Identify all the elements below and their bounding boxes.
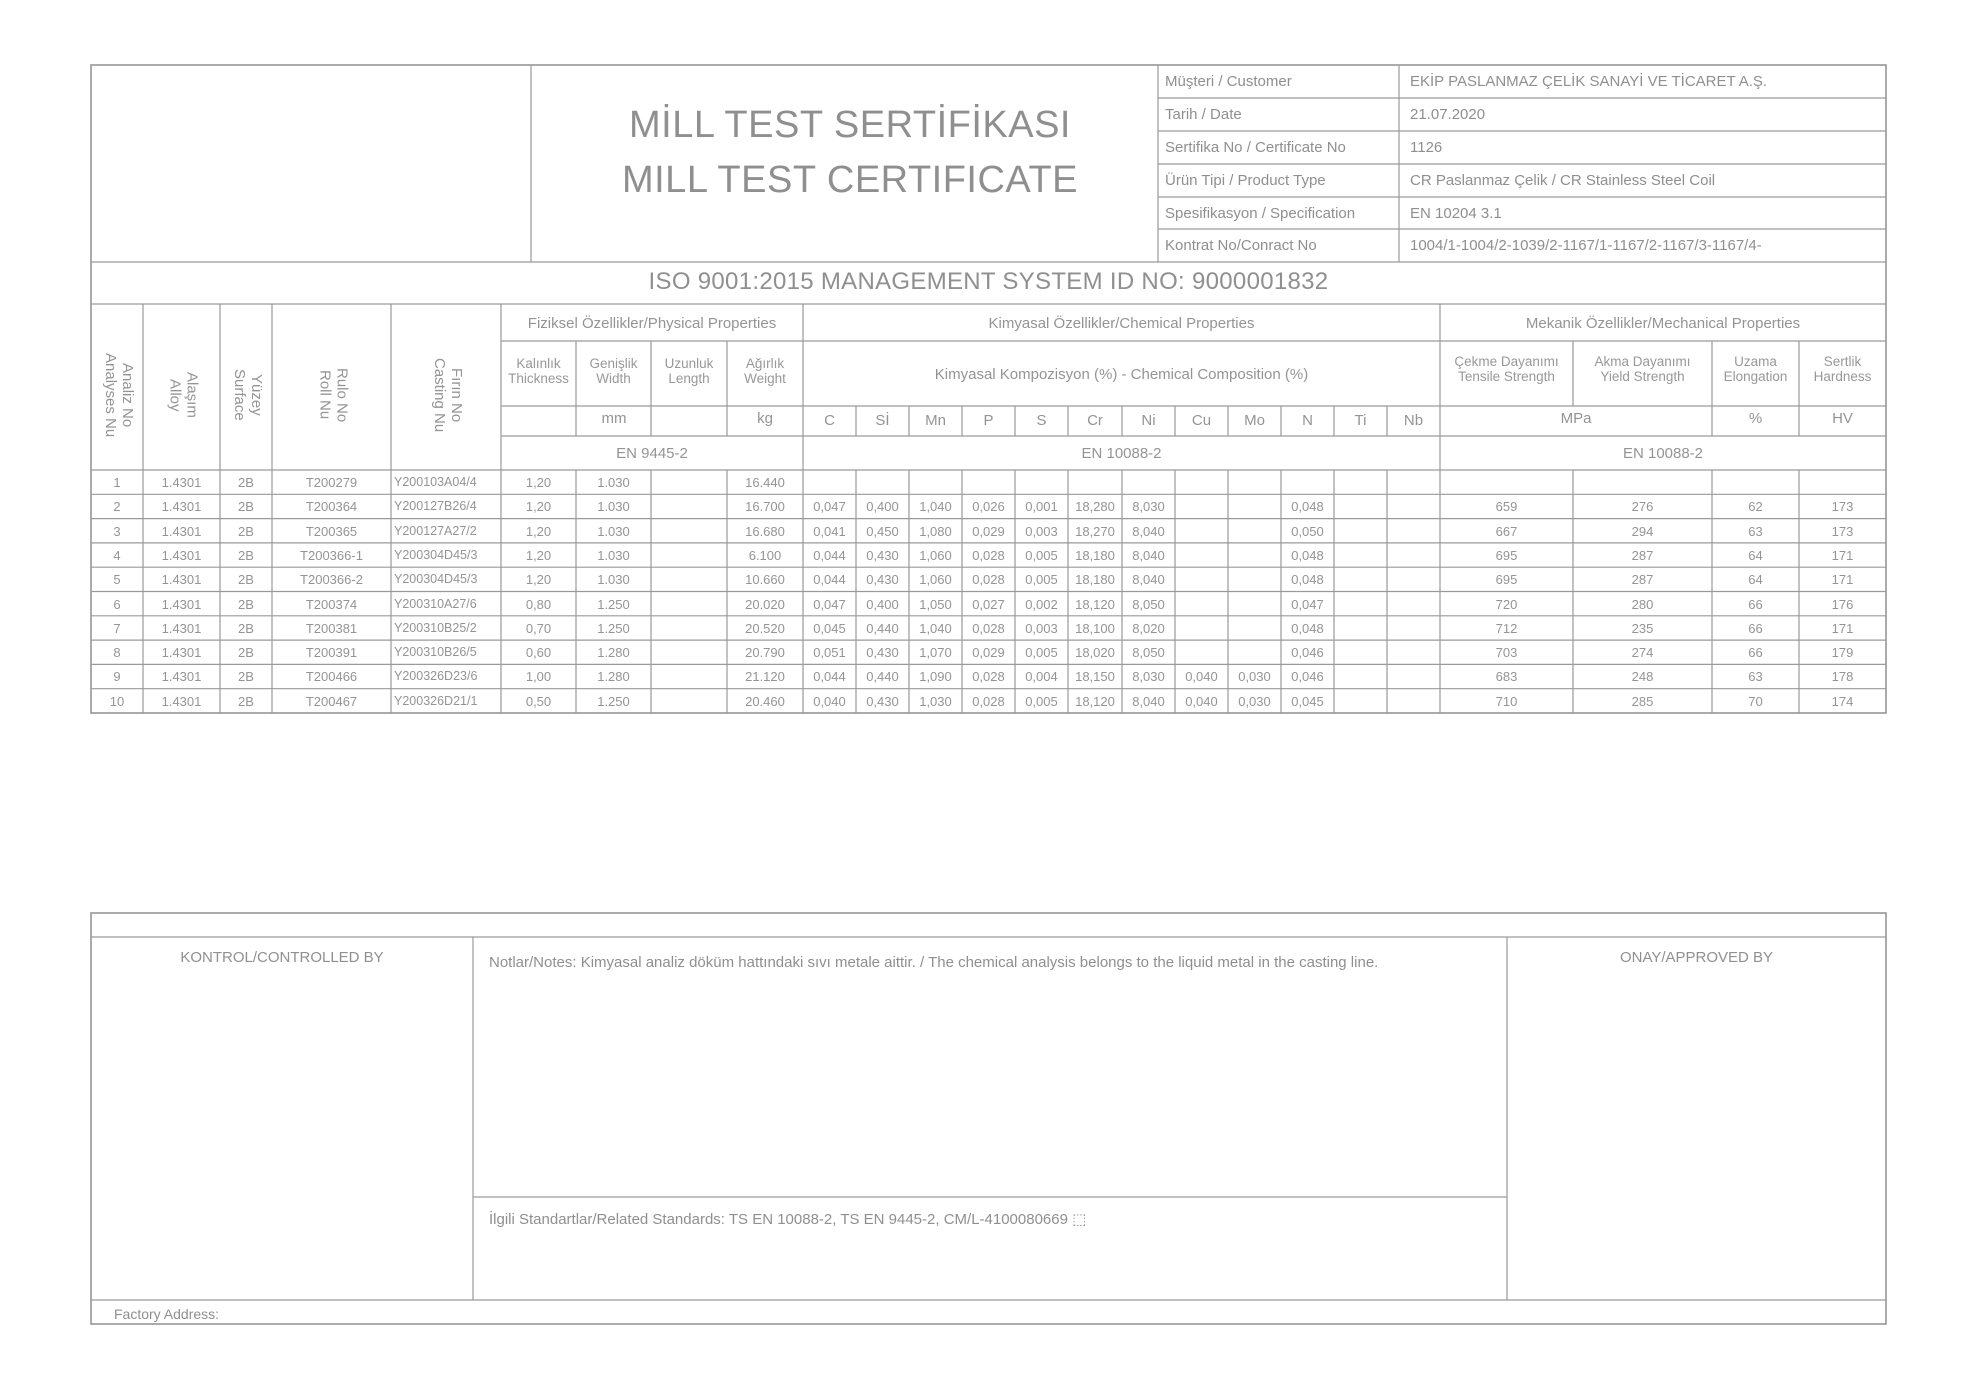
cell-elongation: 66	[1748, 620, 1763, 636]
cell-cr: 18,280	[1075, 499, 1115, 515]
cell-weight: 16.700	[745, 499, 785, 515]
cell-analysis-no: 2	[113, 499, 121, 515]
cell-hardness: 173	[1831, 523, 1854, 539]
unit-hv: HV	[1832, 410, 1853, 427]
cell-width: 1.250	[597, 693, 630, 709]
cell-yield: 276	[1631, 499, 1654, 515]
cell-si: 0,400	[866, 596, 899, 612]
cell-elongation: 70	[1748, 693, 1763, 709]
chemical-composition-header: Kimyasal Kompozisyon (%) - Chemical Composition (%)	[934, 366, 1309, 383]
cell-casting-no: Y200310B25/2	[394, 620, 477, 635]
cell-ni: 8,040	[1132, 523, 1165, 539]
cell-elongation: 62	[1748, 499, 1763, 515]
cell-casting-no: Y200310A27/6	[394, 596, 477, 611]
cell-alloy: 1.4301	[161, 693, 202, 709]
cell-yield: 285	[1631, 693, 1654, 709]
cell-width: 1.030	[597, 499, 630, 515]
cell-s: 0,005	[1025, 547, 1058, 563]
cell-mn: 1,070	[919, 645, 952, 661]
cell-roll-no: T200366-2	[300, 572, 363, 588]
cell-n: 0,048	[1291, 572, 1324, 588]
cell-c: 0,040	[813, 693, 846, 709]
thickness-header: Kalınlık Thickness	[508, 356, 569, 386]
cell-surface: 2B	[238, 693, 254, 709]
info-value-4: EN 10204 3.1	[1410, 205, 1502, 222]
cell-p: 0,028	[972, 620, 1005, 636]
cell-si: 0,430	[866, 572, 899, 588]
group-chemical-header: Kimyasal Özellikler/Chemical Properties	[988, 315, 1255, 332]
element-header-0: C	[824, 412, 835, 429]
cell-cr: 18,120	[1075, 693, 1115, 709]
cell-elongation: 63	[1748, 523, 1763, 539]
cell-ni: 8,030	[1132, 669, 1165, 685]
cell-c: 0,044	[813, 547, 846, 563]
cell-roll-no: T200279	[305, 475, 358, 490]
cell-thickness: 1,00	[525, 669, 552, 685]
cell-hardness: 178	[1831, 669, 1854, 685]
cell-surface: 2B	[238, 572, 254, 588]
cell-hardness: 174	[1831, 693, 1854, 709]
cell-thickness: 1,20	[525, 499, 552, 515]
cell-hardness: 179	[1831, 645, 1854, 661]
related-standards-text: İlgili Standartlar/Related Standards: TS EN 10088-2, TS EN 9445-2, CM/L-4100080669 ⬚	[489, 1211, 1087, 1228]
cell-mn: 1,090	[919, 669, 952, 685]
info-label-3: Ürün Tipi / Product Type	[1165, 172, 1326, 189]
cell-p: 0,028	[972, 547, 1005, 563]
cell-mo: 0,030	[1238, 693, 1271, 709]
cell-analysis-no: 6	[113, 596, 121, 612]
unit-percent: %	[1748, 410, 1763, 427]
cell-surface: 2B	[238, 620, 254, 636]
tensile-strength-header: Çekme Dayanımı Tensile Strength	[1454, 354, 1559, 384]
cell-elongation: 66	[1748, 645, 1763, 661]
info-value-2: 1126	[1410, 139, 1443, 156]
cell-alloy: 1.4301	[161, 547, 202, 563]
cell-cr: 18,100	[1075, 620, 1115, 636]
cell-thickness: 0,60	[525, 645, 552, 661]
cell-tensile: 667	[1495, 523, 1518, 539]
cell-casting-no: Y200127A27/2	[394, 523, 477, 538]
cell-alloy: 1.4301	[161, 596, 202, 612]
cell-weight: 20.790	[745, 645, 785, 661]
cell-mo: 0,030	[1238, 669, 1271, 685]
cell-cr: 18,180	[1075, 547, 1115, 563]
title-english: MILL TEST CERTIFICATE	[621, 159, 1079, 201]
cell-ni: 8,020	[1132, 620, 1165, 636]
cell-width: 1.280	[597, 669, 630, 685]
cell-n: 0,048	[1291, 547, 1324, 563]
cell-casting-no: Y200326D21/1	[394, 693, 478, 708]
notes-text: Notlar/Notes: Kimyasal analiz döküm hattındaki sıvı metale aittir. / The chemical analysis belongs to the liquid metal in the casting line.	[489, 954, 1379, 971]
unit-mpa: MPa	[1560, 410, 1592, 427]
cell-casting-no: Y200310B26/5	[394, 645, 477, 660]
weight-header: Ağırlık Weight	[744, 356, 786, 386]
yield-strength-header: Akma Dayanımı Yield Strength	[1594, 354, 1691, 384]
width-header: Genişlik Width	[589, 356, 638, 386]
cell-tensile: 659	[1495, 499, 1518, 515]
cell-weight: 20.020	[745, 596, 785, 612]
cell-surface: 2B	[238, 547, 254, 563]
roll-no-header: Rulo No Roll Nu	[316, 367, 351, 423]
cell-elongation: 64	[1748, 547, 1763, 563]
cell-roll-no: T200365	[305, 523, 358, 539]
casting-no-header: Fırın No Casting Nu	[430, 357, 465, 433]
hardness-header: Sertlik Hardness	[1813, 354, 1872, 384]
info-label-4: Spesifikasyon / Specification	[1165, 205, 1356, 222]
cell-roll-no: T200374	[305, 596, 358, 612]
cell-width: 1.030	[597, 547, 630, 563]
cell-yield: 287	[1631, 547, 1654, 563]
cell-analysis-no: 8	[113, 645, 121, 661]
cell-alloy: 1.4301	[161, 523, 202, 539]
cell-yield: 235	[1631, 620, 1654, 636]
cell-si: 0,450	[866, 523, 899, 539]
cell-analysis-no: 7	[113, 620, 121, 636]
cell-p: 0,026	[972, 499, 1005, 515]
cell-si: 0,440	[866, 669, 899, 685]
cell-c: 0,041	[813, 523, 846, 539]
cell-hardness: 173	[1831, 499, 1854, 515]
logo-area	[91, 65, 531, 260]
cell-surface: 2B	[238, 645, 254, 661]
cell-analysis-no: 9	[113, 669, 121, 685]
cell-s: 0,003	[1025, 620, 1058, 636]
element-header-2: Mn	[925, 412, 946, 429]
unit-mm: mm	[601, 410, 627, 427]
cell-alloy: 1.4301	[161, 499, 202, 515]
info-value-3: CR Paslanmaz Çelik / CR Stainless Steel Coil	[1410, 172, 1716, 189]
cell-width: 1.030	[597, 523, 630, 539]
cell-weight: 6.100	[748, 547, 782, 563]
element-header-7: Cu	[1191, 412, 1212, 429]
cell-casting-no: Y200304D45/3	[394, 572, 478, 587]
cell-ni: 8,050	[1132, 645, 1165, 661]
cell-thickness: 0,50	[525, 693, 552, 709]
info-value-0: EKİP PASLANMAZ ÇELİK SANAYİ VE TİCARET A.Ş.	[1410, 73, 1768, 90]
element-header-3: P	[983, 412, 994, 429]
cell-roll-no: T200466	[305, 669, 358, 685]
cell-n: 0,048	[1291, 499, 1324, 515]
cell-mn: 1,060	[919, 547, 952, 563]
cell-width: 1.250	[597, 596, 630, 612]
cell-roll-no: T200364	[305, 499, 358, 515]
cell-mn: 1,080	[919, 523, 952, 539]
cell-analysis-no: 3	[113, 523, 121, 539]
cell-weight: 20.520	[745, 620, 785, 636]
cell-width: 1.030	[597, 475, 630, 490]
cell-si: 0,400	[866, 499, 899, 515]
cell-yield: 274	[1631, 645, 1654, 661]
element-header-5: Cr	[1087, 412, 1103, 429]
standard-mechanical: EN 10088-2	[1622, 445, 1704, 462]
info-label-5: Kontrat No/Conract No	[1165, 237, 1317, 254]
cell-yield: 280	[1631, 596, 1654, 612]
cell-elongation: 63	[1748, 669, 1763, 685]
cell-ni: 8,050	[1132, 596, 1165, 612]
info-label-2: Sertifika No / Certificate No	[1165, 139, 1346, 156]
title-turkish: MİLL TEST SERTİFİKASI	[628, 104, 1071, 146]
cell-si: 0,430	[866, 547, 899, 563]
group-physical-header: Fiziksel Özellikler/Physical Properties	[527, 315, 777, 332]
cell-width: 1.250	[597, 620, 630, 636]
cell-weight: 20.460	[745, 693, 785, 709]
cell-tensile: 712	[1495, 620, 1518, 636]
cell-yield: 248	[1631, 669, 1654, 685]
cell-s: 0,004	[1025, 669, 1058, 685]
controlled-by-label: KONTROL/CONTROLLED BY	[180, 949, 384, 966]
cell-tensile: 710	[1495, 693, 1518, 709]
cell-analysis-no: 4	[113, 547, 121, 563]
cell-s: 0,003	[1025, 523, 1058, 539]
cell-c: 0,047	[813, 499, 846, 515]
element-header-1: Sİ	[875, 412, 890, 429]
cell-p: 0,027	[972, 596, 1005, 612]
unit-kg: kg	[757, 410, 773, 427]
element-header-10: Ti	[1354, 412, 1367, 429]
cell-cu: 0,040	[1185, 669, 1218, 685]
cell-surface: 2B	[238, 499, 254, 515]
cell-tensile: 720	[1495, 596, 1518, 612]
cell-roll-no: T200381	[305, 620, 358, 636]
cell-c: 0,044	[813, 669, 846, 685]
info-value-1: 21.07.2020	[1410, 106, 1486, 123]
cell-n: 0,046	[1291, 669, 1324, 685]
cell-s: 0,002	[1025, 596, 1058, 612]
analysis-no-header: Analiz No Analyses Nu	[101, 352, 136, 438]
cell-alloy: 1.4301	[161, 572, 202, 588]
cell-thickness: 0,70	[525, 620, 552, 636]
cell-elongation: 64	[1748, 572, 1763, 588]
cell-casting-no: Y200127B26/4	[394, 499, 477, 514]
cell-mn: 1,060	[919, 572, 952, 588]
cell-cr: 18,120	[1075, 596, 1115, 612]
cell-s: 0,005	[1025, 572, 1058, 588]
cell-c: 0,051	[813, 645, 846, 661]
cell-weight: 16.440	[745, 475, 785, 490]
cell-thickness: 1,20	[525, 572, 552, 588]
element-header-11: Nb	[1403, 412, 1424, 429]
cell-surface: 2B	[238, 596, 254, 612]
cell-thickness: 1,20	[525, 475, 552, 490]
cell-si: 0,430	[866, 645, 899, 661]
cell-n: 0,046	[1291, 645, 1324, 661]
length-header: Uzunluk Length	[664, 356, 714, 386]
cell-ni: 8,040	[1132, 693, 1165, 709]
cell-thickness: 1,20	[525, 523, 552, 539]
cell-width: 1.030	[597, 572, 630, 588]
cell-hardness: 176	[1831, 596, 1854, 612]
cell-tensile: 703	[1495, 645, 1518, 661]
cell-n: 0,050	[1291, 523, 1324, 539]
cell-cr: 18,020	[1075, 645, 1115, 661]
cell-si: 0,440	[866, 620, 899, 636]
standard-chemical: EN 10088-2	[1081, 445, 1162, 462]
cell-c: 0,044	[813, 572, 846, 588]
cell-cu: 0,040	[1185, 693, 1218, 709]
factory-address-label: Factory Address:	[114, 1306, 220, 1322]
cell-p: 0,028	[972, 669, 1005, 685]
elongation-header: Uzama Elongation	[1723, 354, 1788, 384]
cell-alloy: 1.4301	[161, 620, 202, 636]
cell-tensile: 695	[1495, 572, 1518, 588]
cell-n: 0,045	[1291, 693, 1324, 709]
cell-thickness: 1,20	[525, 547, 552, 563]
group-mechanical-header: Mekanik Özellikler/Mechanical Properties	[1525, 315, 1801, 332]
cell-alloy: 1.4301	[161, 669, 202, 685]
cell-weight: 10.660	[745, 572, 785, 588]
cell-n: 0,047	[1291, 596, 1324, 612]
cell-hardness: 171	[1831, 572, 1854, 588]
cell-roll-no: T200391	[305, 645, 358, 661]
cell-alloy: 1.4301	[161, 645, 202, 661]
info-label-0: Müşteri / Customer	[1165, 73, 1292, 90]
cell-roll-no: T200366-1	[300, 547, 363, 563]
cell-s: 0,005	[1025, 693, 1058, 709]
cell-mn: 1,030	[919, 693, 952, 709]
cell-p: 0,028	[972, 693, 1005, 709]
cell-s: 0,005	[1025, 645, 1058, 661]
cell-yield: 287	[1631, 572, 1654, 588]
cell-ni: 8,040	[1132, 547, 1165, 563]
cell-thickness: 0,80	[525, 596, 552, 612]
element-header-8: Mo	[1244, 412, 1265, 429]
element-header-6: Ni	[1141, 412, 1156, 429]
cell-mn: 1,050	[919, 596, 952, 612]
cell-ni: 8,040	[1132, 572, 1165, 588]
cell-hardness: 171	[1831, 547, 1854, 563]
cell-surface: 2B	[238, 475, 254, 490]
surface-header: Yüzey Surface	[230, 369, 265, 421]
info-value-5: 1004/1-1004/2-1039/2-1167/1-1167/2-1167/3-1167/4-	[1410, 237, 1762, 254]
standard-physical: EN 9445-2	[616, 445, 688, 462]
cell-weight: 16.680	[745, 523, 785, 539]
cell-cr: 18,150	[1075, 669, 1115, 685]
cell-surface: 2B	[238, 669, 254, 685]
cell-tensile: 695	[1495, 547, 1518, 563]
element-header-4: S	[1036, 412, 1047, 429]
cell-mn: 1,040	[919, 499, 952, 515]
cell-c: 0,047	[813, 596, 846, 612]
cell-alloy: 1.4301	[161, 475, 202, 490]
cell-p: 0,029	[972, 645, 1005, 661]
cell-p: 0,028	[972, 572, 1005, 588]
cell-ni: 8,030	[1132, 499, 1165, 515]
element-header-9: N	[1302, 412, 1313, 429]
cell-yield: 294	[1631, 523, 1654, 539]
cell-casting-no: Y200103A04/4	[394, 475, 477, 489]
cell-si: 0,430	[866, 693, 899, 709]
iso-banner: ISO 9001:2015 MANAGEMENT SYSTEM ID NO: 9000001832	[648, 268, 1329, 295]
cell-tensile: 683	[1495, 669, 1518, 685]
cell-roll-no: T200467	[305, 693, 358, 709]
cell-n: 0,048	[1291, 620, 1324, 636]
cell-analysis-no: 10	[109, 693, 125, 709]
cell-elongation: 66	[1748, 596, 1763, 612]
cell-casting-no: Y200326D23/6	[394, 669, 478, 684]
approved-by-label: ONAY/APPROVED BY	[1619, 949, 1774, 966]
cell-casting-no: Y200304D45/3	[394, 547, 478, 562]
cell-mn: 1,040	[919, 620, 952, 636]
cell-c: 0,045	[813, 620, 846, 636]
cell-s: 0,001	[1025, 499, 1058, 515]
cell-p: 0,029	[972, 523, 1005, 539]
cell-cr: 18,180	[1075, 572, 1115, 588]
info-label-1: Tarih / Date	[1165, 106, 1242, 123]
cell-analysis-no: 5	[113, 572, 121, 588]
cell-width: 1.280	[597, 645, 630, 661]
alloy-header: Alaşım Alloy	[166, 372, 201, 418]
cell-cr: 18,270	[1075, 523, 1115, 539]
cell-surface: 2B	[238, 523, 254, 539]
cell-hardness: 171	[1831, 620, 1854, 636]
cell-analysis-no: 1	[113, 475, 121, 490]
cell-weight: 21.120	[745, 669, 785, 685]
